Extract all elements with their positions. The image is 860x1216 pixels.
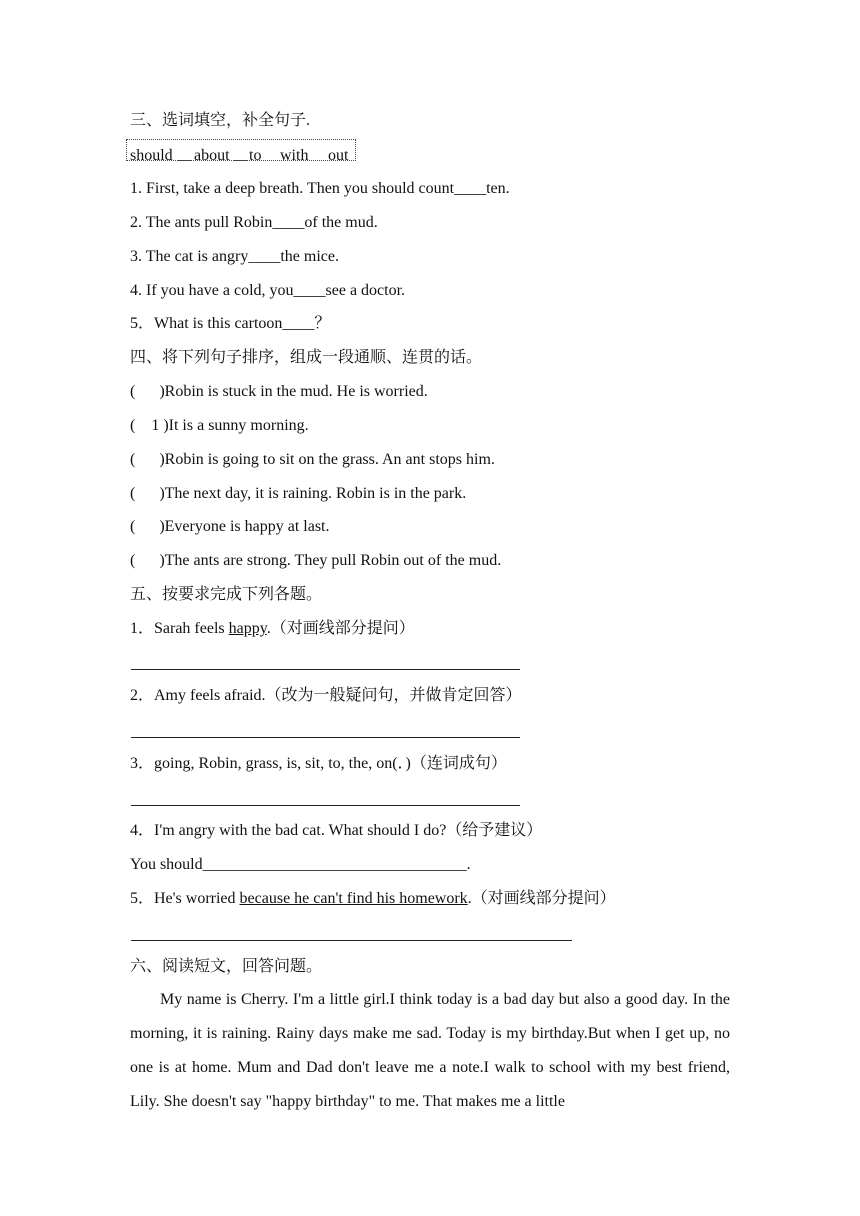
reading-passage [130, 983, 730, 1119]
ordering-item: ( )The next day, it is raining. Robin is in the park. [130, 485, 467, 502]
word-bank-word: should [130, 147, 173, 164]
word-bank-word: to [249, 147, 262, 164]
section5-heading: 五、按要求完成下列各题。 [130, 586, 323, 603]
question-4: 4．I'm angry with the bad cat. What should I do?（给予建议） [130, 822, 543, 839]
fill-blank-item: 3. The cat is angry____the mice. [130, 248, 339, 265]
fill-blank-item: 1. First, take a deep breath. Then you should count____ten. [130, 180, 510, 197]
answer-line [131, 805, 520, 806]
ordering-item: ( )Everyone is happy at last. [130, 518, 330, 535]
answer-line [131, 737, 520, 738]
ordering-item: ( )Robin is stuck in the mud. He is worried. [130, 383, 428, 400]
ordering-item: ( )Robin is going to sit on the grass. An ant stops him. [130, 451, 495, 468]
question-5-post: .（对画线部分提问） [467, 890, 616, 907]
question-2: 2．Amy feels afraid.（改为一般疑问句，并做肯定回答） [130, 687, 522, 704]
ordering-item: ( 1 )It is a sunny morning. [130, 417, 309, 434]
ordering-item: ( )The ants are strong. They pull Robin out of the mud. [130, 552, 502, 569]
answer-line [131, 940, 572, 941]
word-bank-separator [177, 160, 191, 161]
question-4-answer: You should_________________________________. [130, 856, 471, 873]
word-bank-separator [233, 160, 247, 161]
section4-heading: 四、将下列句子排序，组成一段通顺、连贯的话。 [130, 349, 483, 366]
question-5 [130, 889, 616, 909]
word-bank-word: out [328, 147, 349, 164]
reading-passage-text: My name is Cherry. I'm a little girl.I think today is a bad day but also a good day. In the morning, it is raining. Rainy days make me sad. Today is my birthday.But when I get up, no one is at home. Mum and Dad don't leave me a note.I walk to school with my best friend, Lily. She doesn't say "happy birthday" to me. That makes me a little [130, 991, 730, 1110]
question-3: 3．going, Robin, grass, is, sit, to, the, on(．)（连词成句） [130, 755, 507, 772]
question-1-pre: 1．Sarah feels [130, 620, 229, 637]
section6-heading: 六、阅读短文，回答问题。 [130, 958, 323, 975]
fill-blank-item: 2. The ants pull Robin____of the mud. [130, 214, 378, 231]
fill-blank-item: 5．What is this cartoon____？ [130, 315, 331, 332]
question-5-pre: 5．He's worried [130, 890, 240, 907]
question-1 [130, 619, 415, 639]
word-bank-separator [313, 160, 326, 161]
question-1-underlined: happy [228, 620, 267, 637]
word-bank-word: with [280, 147, 309, 164]
word-bank-separator [265, 160, 278, 161]
section3-heading: 三、选词填空，补全句子. [130, 112, 311, 129]
question-5-underlined: because he can't find his homework [239, 890, 468, 907]
fill-blank-item: 4. If you have a cold, you____see a doctor. [130, 282, 406, 299]
answer-line [131, 669, 520, 670]
question-1-post: .（对画线部分提问） [266, 620, 415, 637]
word-bank-word: about [194, 147, 230, 164]
